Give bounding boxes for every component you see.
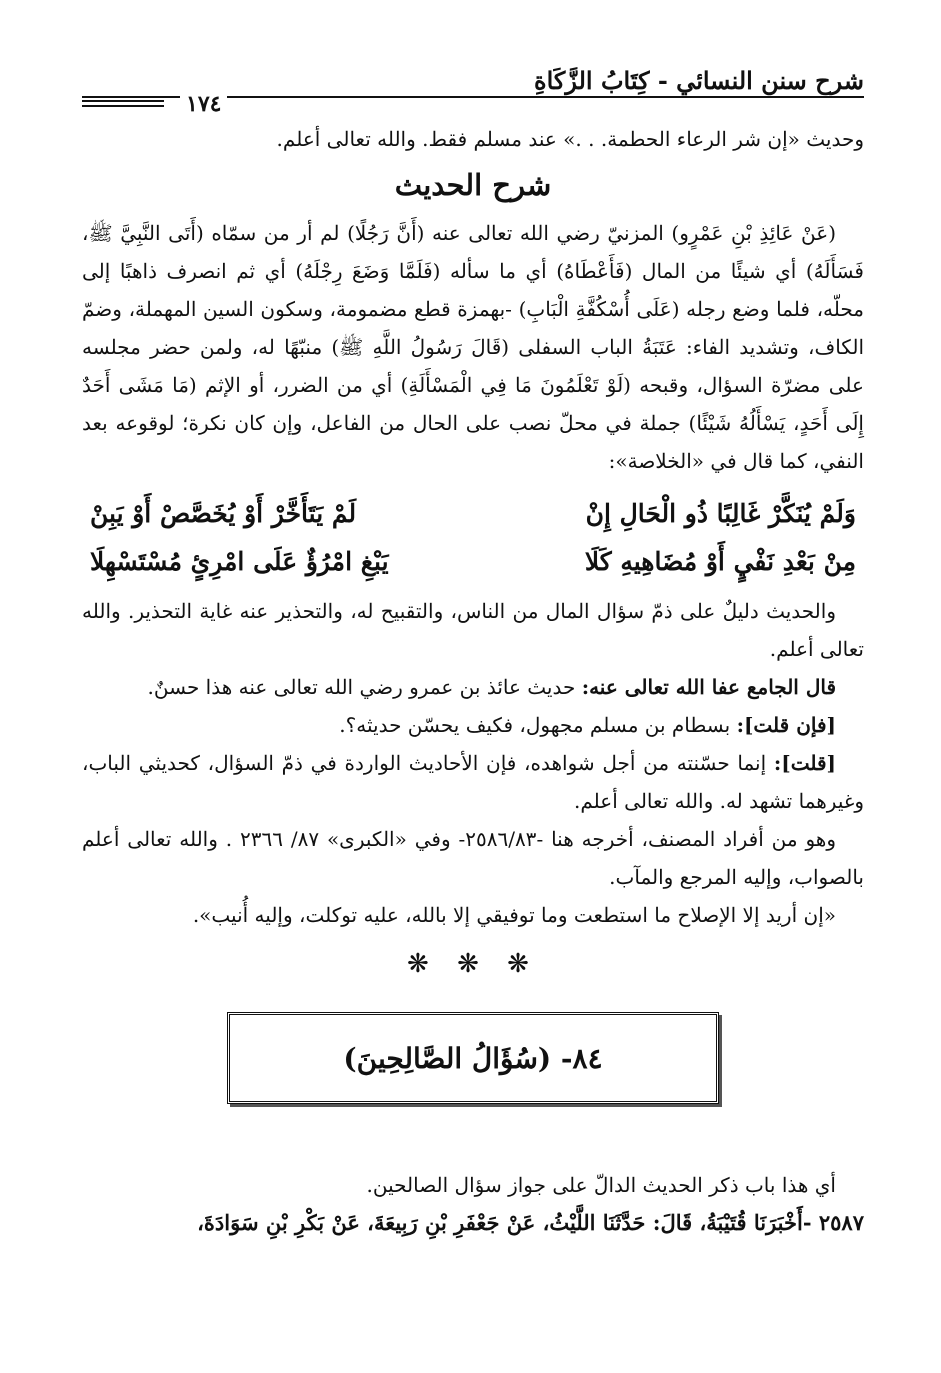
question-paragraph (82, 706, 864, 744)
verse-2-second-hemistich: يَبْغِ امْرُؤٌ عَلَى امْرِئٍ مُسْتَسْهِلَا (90, 547, 389, 576)
verse-1-first-hemistich: وَلَمْ يُنَكَّرْ غَالِبًا ذُو الْحَالِ إِنْ (585, 499, 856, 528)
question-label: [فإن قلت]: (736, 713, 836, 737)
verse-1 (82, 490, 864, 538)
intro-line: وحديث «إن شر الرعاء الحطمة. . .» عند مسلم فقط. والله تعالى أعلم. (276, 127, 864, 151)
running-title: شرح سنن النسائي - كِتَابُ الزَّكَاةِ (534, 66, 864, 95)
page-header (82, 58, 864, 120)
jami-label: قال الجامع عفا الله تعالى عنه: (581, 675, 836, 699)
verse-2-first-hemistich: مِنْ بَعْدِ نَفْيٍ أَوْ مُضَاهِيهِ كَلَا (584, 547, 856, 576)
verse-1-second-hemistich: لَمْ يَتَأَخَّرْ أَوْ يُخَصَّصْ أَوْ يَبِنْ (90, 499, 357, 528)
verse-2 (82, 538, 864, 586)
page-number: ١٧٤ (180, 91, 227, 117)
answer-paragraph (82, 744, 864, 820)
book-page (82, 58, 864, 1242)
answer-text: إنما حسّنته من أجل شواهده، فإن الأحاديث الواردة في ذمّ السؤال، كحديثي الباب، وغيرهما تشهد له. والله تعالى أعلم. (82, 751, 864, 813)
hadith-2587-start: ٢٥٨٧ -أَخْبَرَنَا قُتَيْبَةُ، قَالَ: حَدَّثَنَا اللَّيْثُ، عَنْ جَعْفَرِ بْنِ رَبِيعَةَ، عَنْ بَكْرِ بْنِ سَوَادَةَ، (197, 1210, 864, 1235)
section-title: شرح الحديث (394, 168, 552, 202)
chapter-title: ٨٤- (سُؤَالُ الصَّالِحِينَ) (343, 1041, 603, 1075)
dua-paragraph: «إن أريد إلا الإصلاح ما استطعت وما توفيقي إلا بالله، عليه توكلت، وإليه أُنيب». (192, 903, 836, 927)
jami-text: حديث عائذ بن عمرو رضي الله تعالى عنه هذا حسنٌ. (147, 675, 576, 699)
page-number-rules (82, 100, 164, 110)
chapter-heading-box (227, 1012, 719, 1104)
chapter-intro: أي هذا باب ذكر الحديث الدالّ على جواز سؤال الصالحين. (366, 1173, 836, 1197)
section-separator-stars: ❋ ❋ ❋ (407, 949, 539, 979)
poetry-verses (82, 490, 864, 586)
conclusion-paragraph: والحديث دليلٌ على ذمّ سؤال المال من الناس، والتقبيح له، والتحذير عنه غاية التحذير. والله تعالى أعلم. (82, 599, 864, 661)
jami-paragraph (82, 668, 864, 706)
commentary-paragraph: (عَنْ عَائِذِ بْنِ عَمْرٍو) المزنيّ رضي الله تعالى عنه (أَنَّ رَجُلًا) لم أر من سمّاه (أَتَى النَّبِيَّ ﷺ، فَسَأَلَهُ) أي شيئًا من المال (فَأَعْطَاهُ) أي ما سأله (فَلَمَّا وَضَعَ رِجْلَهُ) أي ثم انصرف ذاهبًا إلى محلّه، فلما وضع رجله (عَلَى أُسْكُفَّةِ الْبَابِ) -بهمزة قطع مضمومة، وسكون السين المهملة، وضمّ الكاف، وتشديد الفاء: عَتَبَةُ الباب السفلى (قَالَ رَسُولُ اللَّهِ ﷺ) منبّهًا له، ولمن حضر مجلسه على مضرّة السؤال، وقبحه (لَوْ تَعْلَمُونَ مَا فِي الْمَسْأَلَةِ) أي من الضرر، أو الإثم (مَا مَشَى أَحَدٌ إِلَى أَحَدٍ، يَسْأَلُهُ شَيْئًا) جملة في محلّ نصب على الحال من الفاعل، وإن كان نكرة؛ لوقوعه بعد النفي، كما قال في «الخلاصة»: (82, 221, 864, 473)
question-text: بسطام بن مسلم مجهول، فكيف يحسّن حديثه؟. (339, 713, 731, 737)
answer-label: [قلت]: (773, 751, 836, 775)
takhrij-paragraph: وهو من أفراد المصنف، أخرجه هنا -٢٥٨٦/٨٣- وفي «الكبرى» ٨٧/ ٢٣٦٦ . والله تعالى أعلم بالصواب، وإليه المرجع والمآب. (82, 827, 864, 889)
